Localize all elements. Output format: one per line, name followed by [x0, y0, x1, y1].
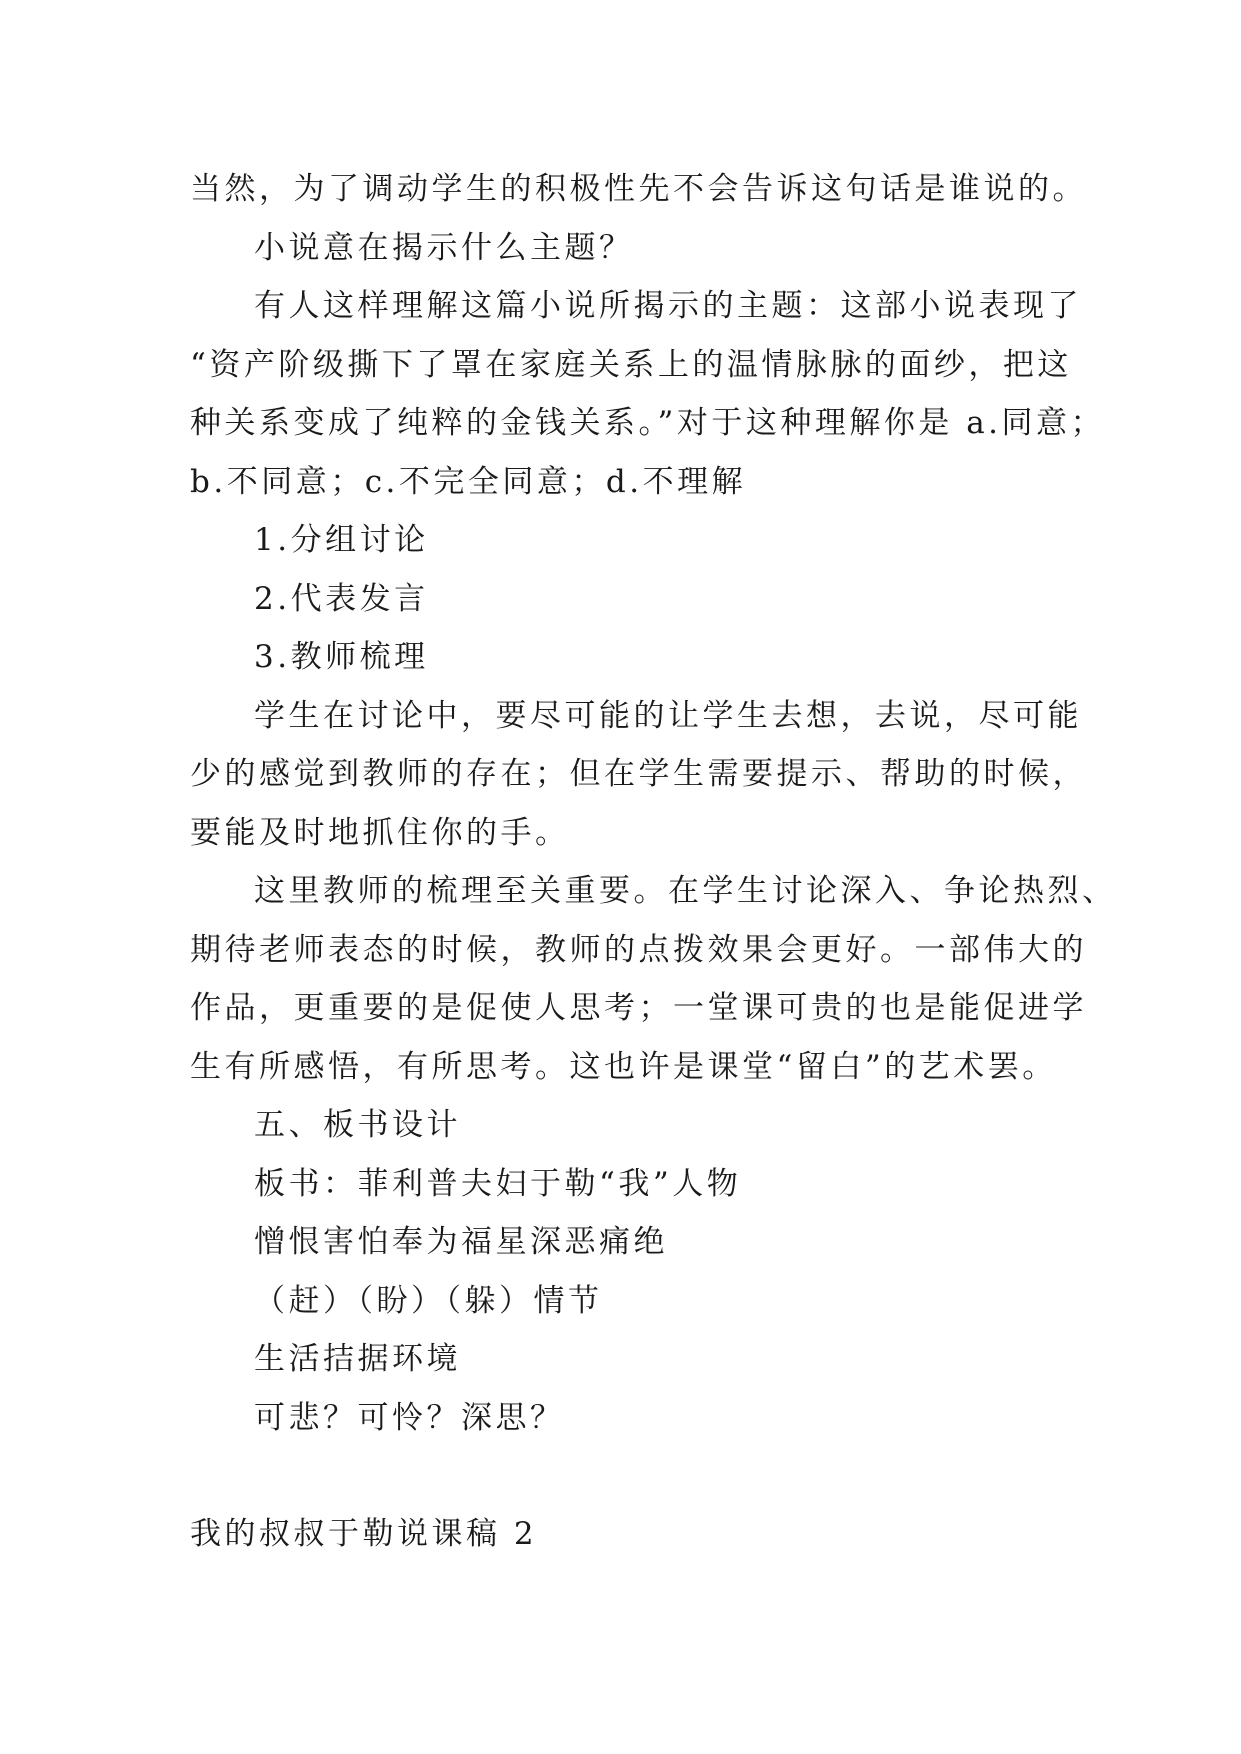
paragraph-line: 种关系变成了纯粹的金钱关系。”对于这种理解你是 a.同意； — [190, 405, 1106, 441]
list-item: 1.分组讨论 — [254, 522, 429, 558]
paragraph-line: 学生在讨论中，要尽可能的让学生去想，去说，尽可能 — [254, 697, 1082, 734]
board-line: 板书：菲利普夫妇于勒“我”人物 — [254, 1165, 742, 1202]
section-heading: 五、板书设计 — [254, 1107, 461, 1143]
list-item: 3.教师梳理 — [254, 639, 429, 675]
paragraph-line: “资产阶级撕下了罩在家庭关系上的温情脉脉的面纱，把这 — [190, 346, 1072, 383]
paragraph-line: 有人这样理解这篇小说所揭示的主题：这部小说表现了 — [254, 288, 1082, 324]
board-line: （赶）（盼）（躲）情节 — [254, 1282, 603, 1319]
board-line: 憎恨害怕奉为福星深恶痛绝 — [254, 1224, 668, 1260]
paragraph-line: 小说意在揭示什么主题？ — [254, 229, 634, 266]
paragraph-line: 当然，为了调动学生的积极性先不会告诉这句话是谁说的。 — [190, 171, 1087, 207]
board-line: 可悲？可怜？深思？ — [254, 1399, 565, 1436]
paragraph-line: 要能及时地抓住你的手。 — [190, 814, 570, 851]
paragraph-line: 这里教师的梳理至关重要。在学生讨论深入、争论热烈、 — [254, 873, 1117, 909]
paragraph-line: 生有所感悟，有所思考。这也许是课堂“留白”的艺术罢。 — [190, 1048, 1057, 1085]
paragraph-line: 少的感觉到教师的存在；但在学生需要提示、帮助的时候， — [190, 756, 1087, 792]
paragraph-line: b.不同意；c.不完全同意；d.不理解 — [190, 463, 747, 500]
board-line: 生活拮据环境 — [254, 1341, 461, 1377]
paragraph-line: 作品，更重要的是促使人思考；一堂课可贵的也是能促进学 — [190, 990, 1087, 1026]
document-body — [190, 160, 1117, 1564]
paragraph-line: 期待老师表态的时候，教师的点拨效果会更好。一部伟大的 — [190, 931, 1087, 968]
list-item: 2.代表发言 — [254, 580, 429, 617]
next-document-title: 我的叔叔于勒说课稿 2 — [190, 1516, 538, 1552]
blank-space — [190, 1447, 1070, 1505]
